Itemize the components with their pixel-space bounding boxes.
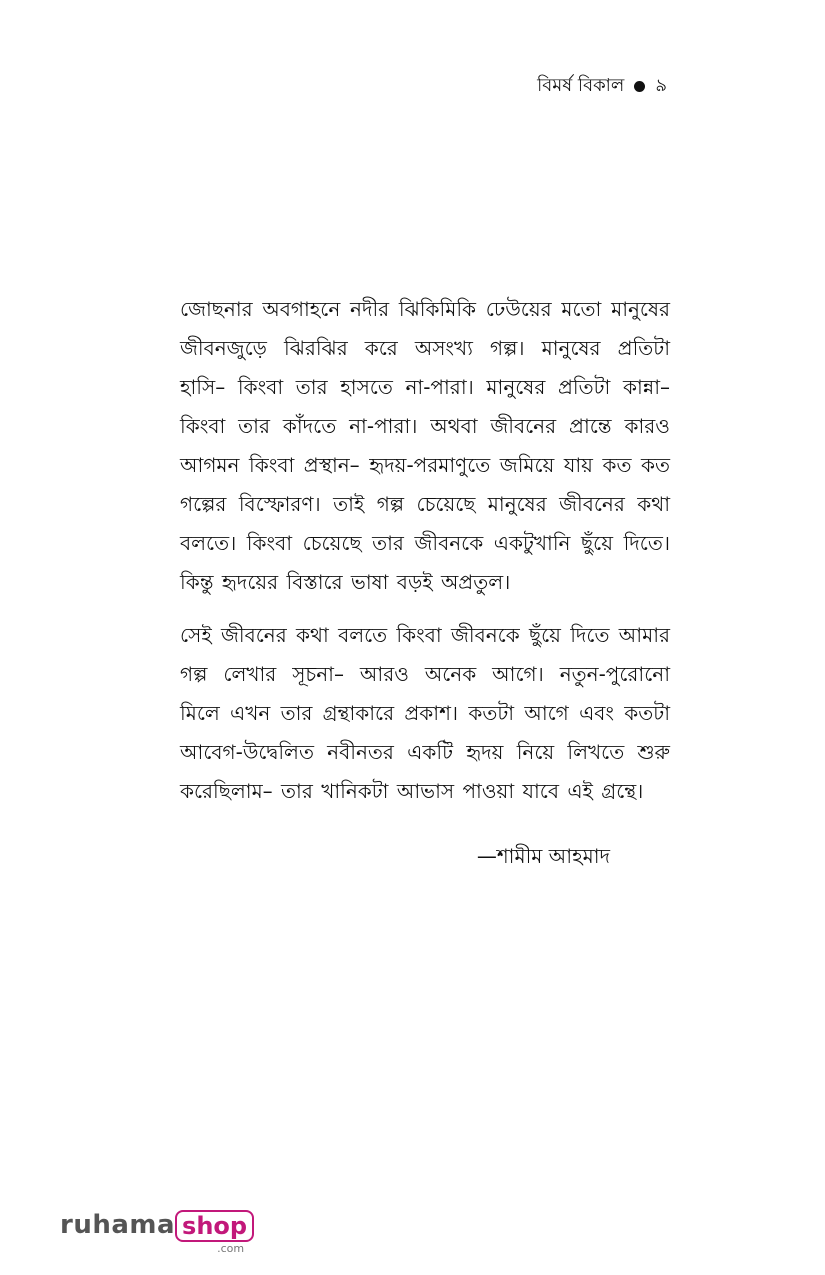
paragraph-1: জোছনার অবগাহনে নদীর ঝিকিমিকি ঢেউয়ের মতো মানুষের জীবনজুড়ে ঝিরঝির করে অসংখ্য গল্প। মানুষের প্রতিটা হাসি– কিংবা তার হাসতে না-পারা। মানুষের প্রতিটা কান্না– কিংবা তার কাঁদতে না-পারা। অথবা জীবনের প্রান্তে কারও আগমন কিংবা প্রস্থান– হৃদয়-পরমাণুতে জমিয়ে যায় কত কত গল্পের বিস্ফোরণ। তাই গল্প চেয়েছে মানুষের জীবনের কথা বলতে। কিংবা চেয়েছে তার জীবনকে একটুখানি ছুঁয়ে দিতে। কিন্তু হৃদয়ের বিস্তারে ভাষা বড়ই অপ্রতুল। [180,297,670,594]
watermark-shop-group [175,1208,254,1255]
bullet-icon [634,81,645,92]
watermark-domain: .com [217,1242,245,1255]
watermark-brand-right: shop [175,1210,254,1242]
watermark-brand-left: ruhama [60,1210,176,1240]
running-header [537,74,667,98]
watermark-logo [60,1208,254,1255]
running-title: বিমর্ষ বিকাল [537,75,625,96]
author-signature: —শামীম আহমাদ [476,844,610,868]
preface-body [180,290,670,871]
page-number: ৯ [655,75,667,96]
paragraph-2: সেই জীবনের কথা বলতে কিংবা জীবনকে ছুঁয়ে দিতে আমার গল্প লেখার সূচনা– আরও অনেক আগে। নতুন-পুরোনো মিলে এখন তার গ্রন্থাকারে প্রকাশ। কতটা আগে এবং কতটা আবেগ-উদ্বেলিত নবীনতর একটি হৃদয় নিয়ে লিখতে শুরু করেছিলাম– তার খানিকটা আভাস পাওয়া যাবে এই গ্রন্থে। [180,623,670,803]
